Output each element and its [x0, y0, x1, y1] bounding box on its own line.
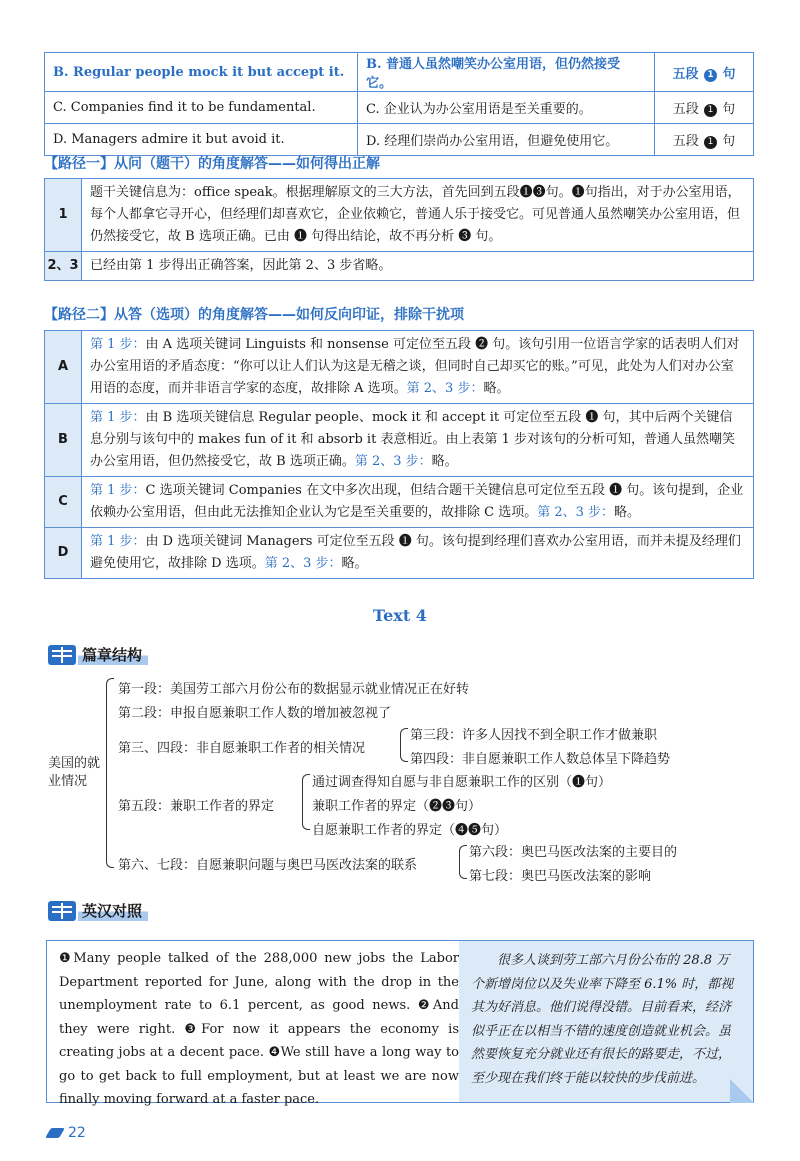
option-zh: B. 普通人虽然嘲笑办公室用语，但仍然接受它。	[358, 53, 655, 92]
tree-root-line1: 美国的就	[48, 756, 101, 771]
text-title: Text 4	[373, 606, 427, 625]
tree-para-3-4: 第三、四段：非自愿兼职工作者的相关情况	[118, 741, 366, 756]
tree-para-5c: 自愿兼职工作者的界定（❹❺句）	[312, 823, 508, 838]
option-location: 五段 1 句	[655, 92, 754, 124]
option-en: D. Managers admire it but avoid it.	[45, 124, 358, 156]
tree-para-6-7: 第六、七段：自愿兼职问题与奥巴马医改法案的联系	[118, 858, 418, 873]
path2-text: 第 1 步：由 D 选项关键词 Managers 可定位至五段 ❶ 句。该句提到经理们喜欢办公室用语，而并未提及经理们避免使用它，故排除 D 选项。第 2、3 步：略。	[82, 528, 754, 579]
bilingual-heading	[48, 900, 148, 921]
bilingual-box	[46, 940, 754, 1107]
path2-text: 第 1 步：C 选项关键词 Companies 在文中多次出现，但结合题干关键信息可定位至五段 ❶ 句。该句提到，企业依赖办公室用语，但由此无法推知企业认为它是至关重要的，故排除 C 选项。第 2、3 步：略。	[82, 477, 754, 528]
option-en: C. Companies find it to be fundamental.	[45, 92, 358, 124]
p67-brace	[459, 845, 467, 879]
option-zh: C. 企业认为办公室用语是至关重要的。	[358, 92, 655, 124]
path1-step-text: 已经由第 1 步得出正确答案，因此第 2、3 步省略。	[82, 252, 754, 281]
bilingual-heading-label: 英汉对照	[78, 900, 148, 921]
tree-para-5a: 通过调查得知自愿与非自愿兼职工作的区别（❶句）	[312, 775, 612, 790]
path2-key: B	[45, 404, 82, 477]
option-location: 五段 1 句	[655, 124, 754, 156]
path2-heading: 【路径二】从答（选项）的角度解答——如何反向印证，排除干扰项	[44, 307, 464, 323]
tree-para-1: 第一段：美国劳工部六月份公布的数据显示就业情况正在好转	[118, 682, 470, 697]
tree-para-3: 第三段：许多人因找不到全职工作才做兼职	[410, 728, 658, 743]
path2-key: D	[45, 528, 82, 579]
page-number-text: 22	[68, 1125, 86, 1141]
tree-para-2: 第二段：申报自愿兼职工作人数的增加被忽视了	[118, 706, 392, 721]
option-zh: D. 经理们崇尚办公室用语，但避免使用它。	[358, 124, 655, 156]
option-location: 五段 1 句	[655, 53, 754, 92]
tree-root-line2: 业情况	[48, 774, 88, 789]
tree-para-5: 第五段：兼职工作者的界定	[118, 799, 275, 814]
structure-heading-label: 篇章结构	[78, 644, 148, 665]
p34-brace	[400, 728, 408, 762]
path2-text: 第 1 步：由 A 选项关键词 Linguists 和 nonsense 可定位至五段 ❷ 句。该句引用一位语言学家的话表明人们对办公室用语的矛盾态度：“你可以让人们认为这是无稽之谈，但同时自己却买它的账。”可见，此处为人们对办公室用语的态度，而并非语言学家的态度，故排除 A 选项。第 2、3 步：略。	[82, 331, 754, 404]
path1-step-text: 题干关键信息为：office speak。根据理解原文的三大方法，首先回到五段❶❸句。❶句指出，对于办公室用语，每个人都拿它寻开心，但经理们却喜欢它，企业依赖它，普通人乐于接受它。可见普通人虽然嘲笑办公室用语，但仍然接受它，故 B 选项正确。已由 ❶ 句得出结论，故不再分析 ❸ 句。	[82, 179, 754, 252]
root-brace	[106, 678, 114, 868]
tree-para-4: 第四段：非自愿兼职工作人数总体呈下降趋势	[410, 752, 671, 767]
path2-key: A	[45, 331, 82, 404]
p5-brace	[302, 774, 310, 830]
book-icon	[48, 901, 76, 921]
chinese-translation	[459, 941, 753, 1102]
page-fold-corner	[730, 1079, 754, 1103]
path2-text: 第 1 步：由 B 选项关键信息 Regular people、mock it 和 accept it 可定位至五段 ❶ 句，其中后两个关键信息分别与该句中的 makes fun of it 和 absorb it 表意相近。由上表第 1 步对该句的分析可知，普通人虽然嘲笑办公室用语，但仍然接受它，故 B 选项正确。第 2、3 步：略。	[82, 404, 754, 477]
path2-key: C	[45, 477, 82, 528]
path1-step-key: 2、3	[45, 252, 82, 281]
tree-para-5b: 兼职工作者的界定（❷❸句）	[312, 799, 482, 814]
tree-para-7: 第七段：奥巴马医改法案的影响	[469, 869, 652, 884]
english-paragraph: ❶Many people talked of the 288,000 new jobs the Labor Department reported for June, along with the drop in the unemployment rate to 6.1 percent, as good news. ❷And they were right. ❸For now it appears the economy is creating jobs at a decent pace. ❹We still have a long way to go to get back to full employment, but at least we are now finally moving forward at a faster pace.	[59, 951, 459, 1107]
path1-step-key: 1	[45, 179, 82, 252]
chinese-paragraph: 很多人谈到劳工部六月份公布的 28.8 万个新增岗位以及失业率下降至 6.1% 时，都视其为好消息。他们说得没错。目前看来，经济似乎正在以相当不错的速度创造就业机会。虽然要恢复充分就业还有很长的路要走，不过，至少现在我们终于能以较快的步伐前进。	[471, 953, 734, 1086]
page-number	[48, 1125, 86, 1141]
option-en: B. Regular people mock it but accept it.	[45, 53, 358, 92]
path1-heading: 【路径一】从问（题干）的角度解答——如何得出正解	[44, 156, 380, 172]
tree-para-6: 第六段：奥巴马医改法案的主要目的	[469, 845, 678, 860]
pen-icon	[45, 1128, 65, 1138]
